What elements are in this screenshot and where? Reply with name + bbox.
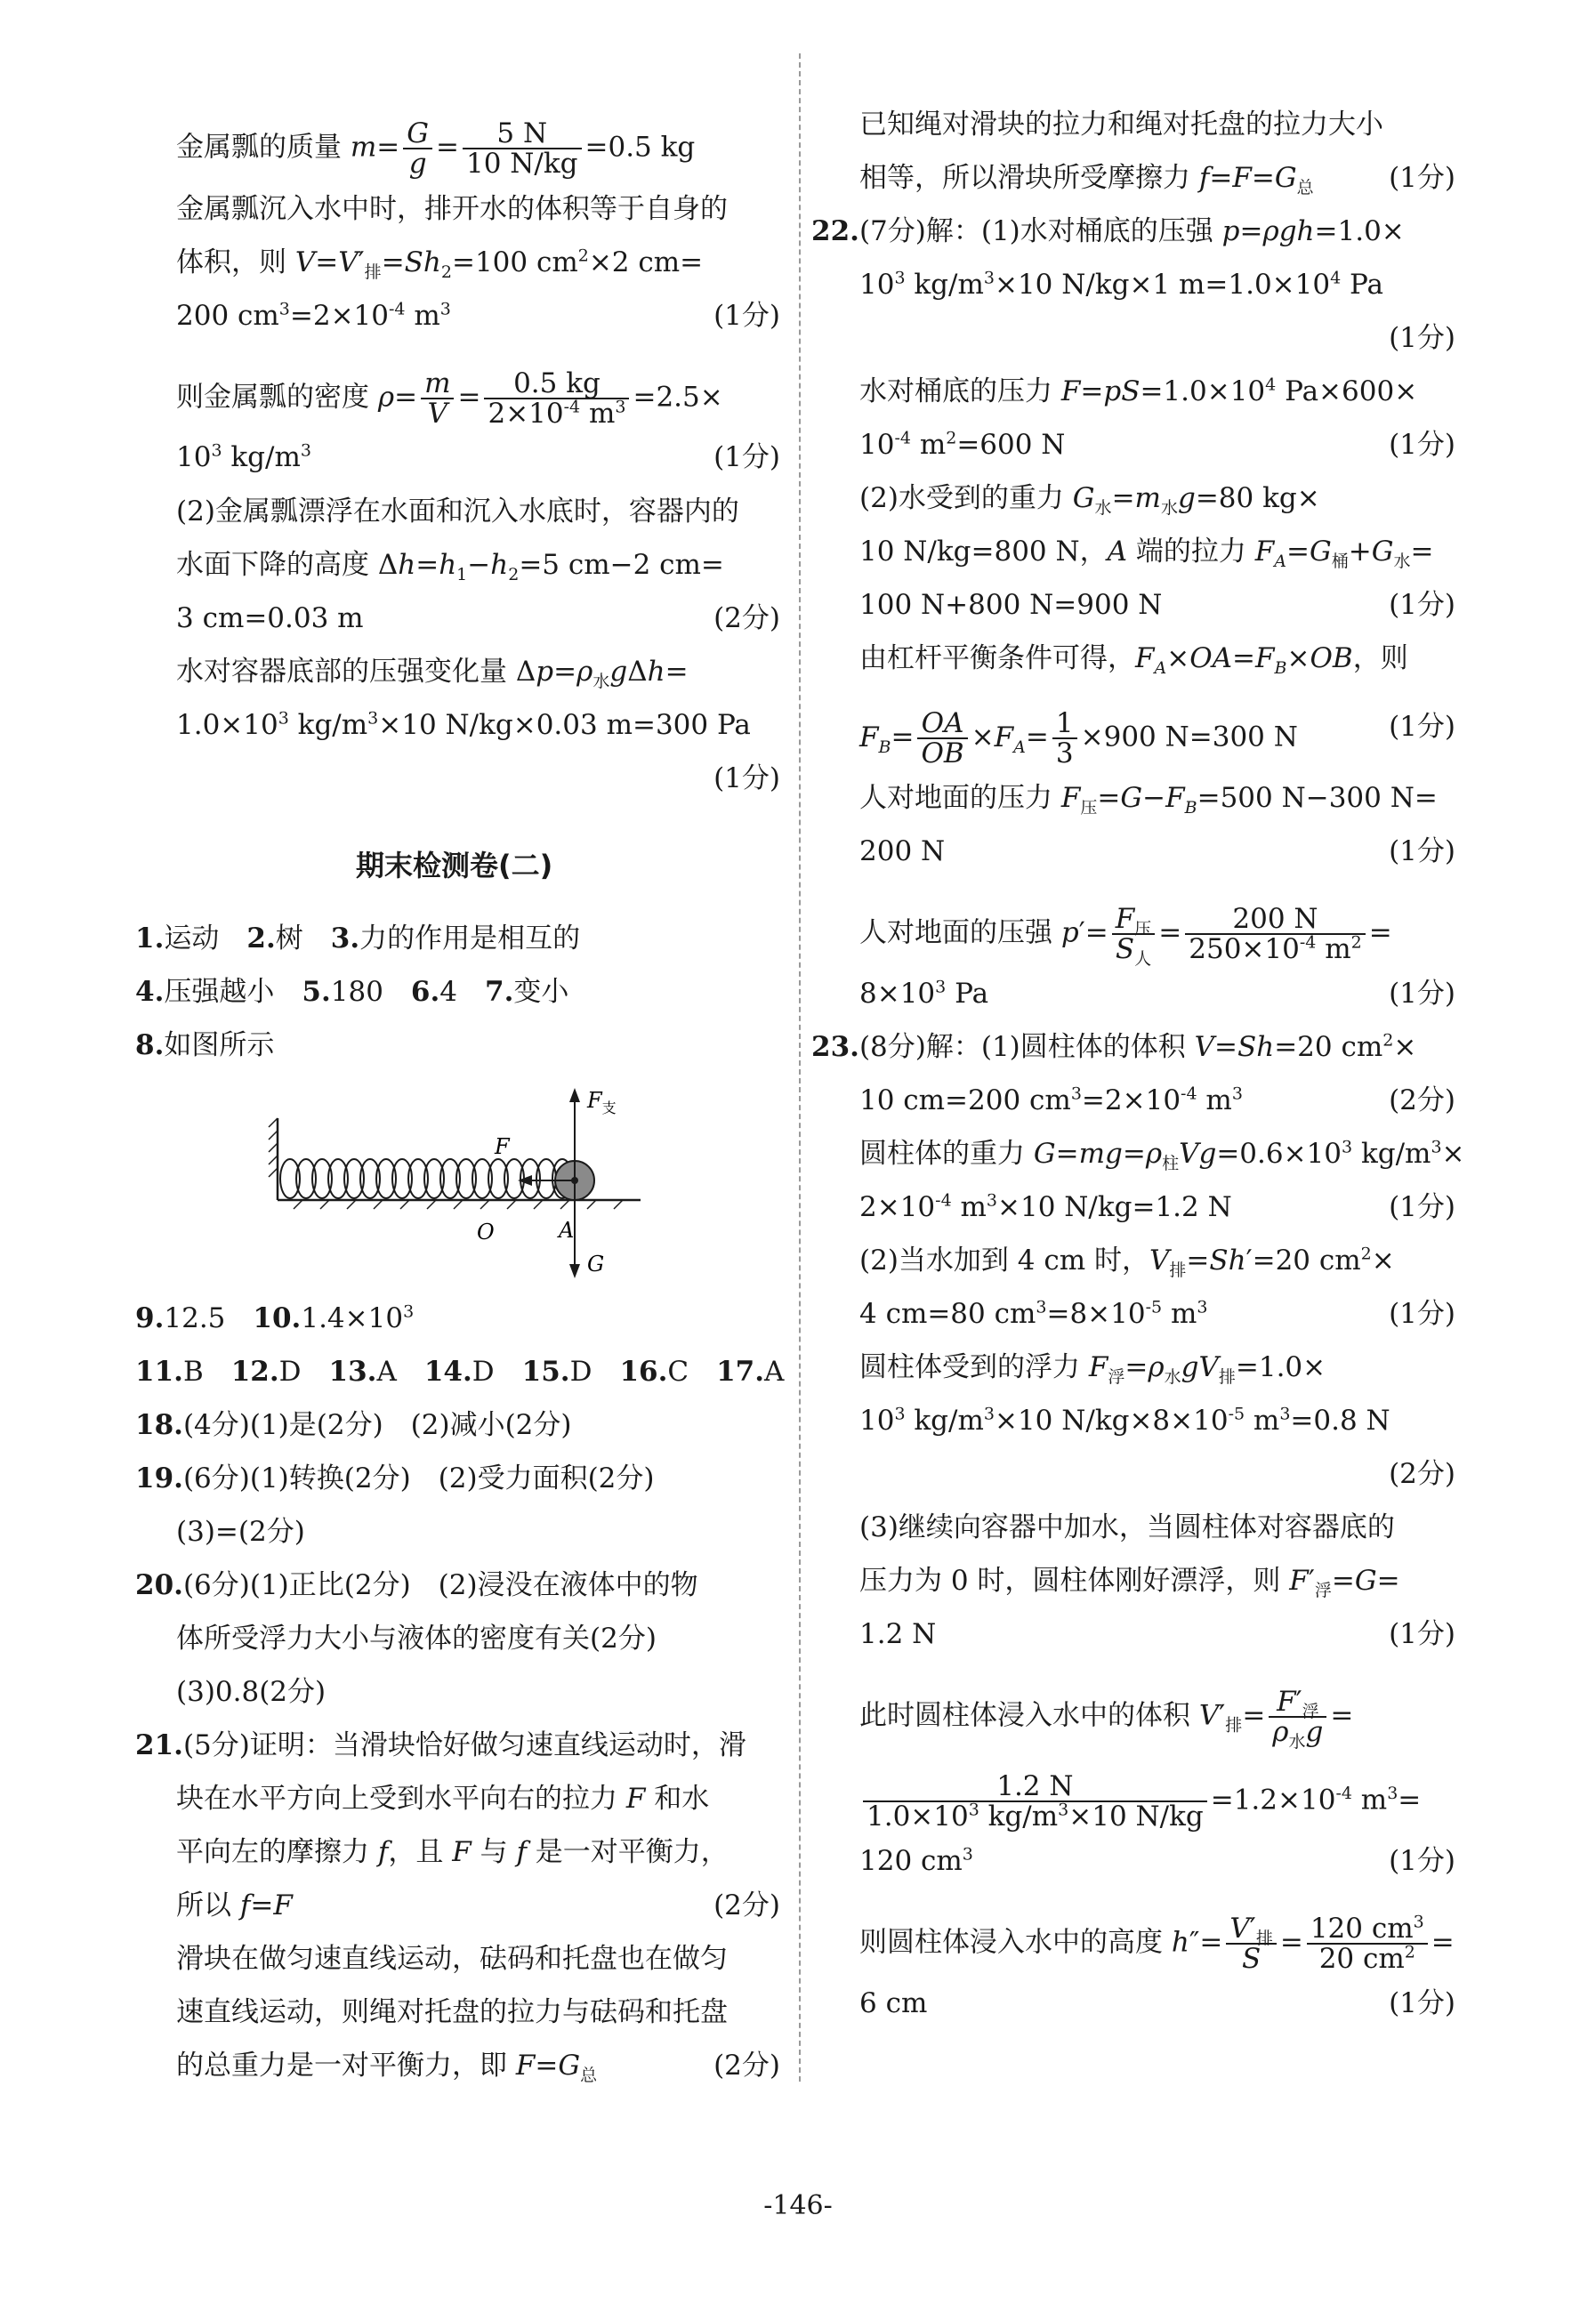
right-line-7: (2)水受到的重力 $G_水=m_水g=80$ kg× (859, 482, 1320, 519)
fraction: $\frac{V'_排}{S}$ (1226, 1914, 1276, 1973)
label-f: F (495, 1134, 510, 1159)
fraction: $\frac{0.5 kg}{2\times 10^{-4} m^3}$ (484, 369, 629, 428)
right-line-16: 23.(8分)解：(1)圆柱体的体积 V=Sh=20 $cm^2\times$ (811, 1030, 1417, 1063)
wall (269, 1118, 278, 1200)
score-mark: (1分) (713, 300, 780, 332)
score-mark: (1分) (1389, 1987, 1455, 2019)
answer-row-21b: 块在水平方向上受到水平向右的拉力 F 和水 (176, 1783, 710, 1815)
answer-row-21c: 平向左的摩擦力 f，且 F 与 f 是一对平衡力， (176, 1836, 729, 1868)
score-mark: (1分) (1389, 711, 1455, 743)
score-mark: (1分) (1389, 1191, 1455, 1223)
left-line-6: $10^3$ $kg/m^3$ (176, 440, 311, 473)
label-g: G (587, 1252, 605, 1277)
right-line-17: 10 cm=200 $cm^3=2\times 10^{-4}$ $m^3$ (859, 1083, 1243, 1116)
fraction: $\frac{G}{g}$ (403, 119, 432, 178)
answer-row-9-10: 9.12.5 $10.1.4\times 10^3$ (135, 1301, 415, 1334)
score-mark: (2分) (1389, 1458, 1455, 1490)
right-line-6: $10^{-4}$ $m^2=600$ N (859, 428, 1066, 461)
fraction: $\frac{OA}{OB}$ (917, 709, 967, 768)
fraction: $\frac{F'_浮}{\rho_水g}$ (1269, 1688, 1326, 1746)
score-mark: (1分) (1389, 162, 1455, 194)
left-line-3: 体积，则 $V=V'_排=Sh_2=100$ $cm^2\times 2$ cm= (176, 246, 704, 283)
score-mark: (1分) (1389, 1845, 1455, 1877)
right-line-22: 圆柱体受到的浮力 $F_浮=\rho_水gV_排=1.0\times$ (859, 1351, 1326, 1388)
fraction: $\frac{5 N}{10 N/kg}$ (463, 119, 582, 178)
right-line-2: 相等，所以滑块所受摩擦力 $f=F=G_总$ (859, 162, 1314, 198)
score-mark: (1分) (1389, 978, 1455, 1010)
right-line-27: 此时圆柱体浸入水中的体积 $V'_排=$ $\frac{F'_浮}{\rho_水g}$ = (859, 1686, 1354, 1752)
right-line-9: 100 N+800 N=900 N (859, 589, 1163, 621)
right-line-10: 由杠杆平衡条件可得，$F_A\times OA=F_B\times OB$，则 (859, 642, 1408, 679)
right-line-24: (3)继续向容器中加水，当圆柱体对容器底的 (859, 1511, 1395, 1543)
score-mark: (2分) (713, 1889, 780, 1921)
right-line-23: $10^3$ $kg/m^3\times 10$ $N/kg\times 8\times 10^{-5}$ $m^3=0.8$ N (859, 1404, 1390, 1437)
section-title: 期末检测卷(二) (356, 849, 553, 882)
score-mark: (1分) (1389, 429, 1455, 461)
answer-row-20c: (3)0.8(2分) (176, 1676, 326, 1708)
right-line-25: 压力为 0 时，圆柱体刚好漂浮，则 $F'_浮=G=$ (859, 1565, 1400, 1601)
column-divider (799, 53, 801, 2082)
right-line-31: 6 cm (859, 1987, 928, 2019)
score-mark: (2分) (1389, 1084, 1455, 1116)
left-line-1: 金属瓢的质量 m= $\frac{G}{g}$ = $\frac{5 N}{10 N/kg}$ =0.5 kg (176, 117, 696, 180)
score-mark: (2分) (713, 602, 780, 634)
answer-row-1-7: 1.运动 2.树 3.力的作用是相互的 (135, 922, 581, 955)
fraction: $\frac{1.2 N}{1.0\times 10^3 kg/m^3\times 10 N/kg}$ (863, 1772, 1207, 1831)
left-line-8: 水面下降的高度 $\Delta h=h_1-h_2=5$ cm−2 cm= (176, 549, 724, 585)
answer-row-20b: 体所受浮力大小与液体的密度有关(2分) (176, 1623, 657, 1655)
left-line-9: 3 cm=0.03 m (176, 602, 364, 634)
answer-row-19b: (3)=(2分) (176, 1516, 305, 1548)
score-mark: (1分) (1389, 1618, 1455, 1650)
fraction: $\frac{F_压}{S_人}$ (1112, 905, 1156, 963)
right-line-29: 120 $cm^3$ (859, 1844, 973, 1877)
answer-row-21e: 滑块在做匀速直线运动，砝码和托盘也在做匀 (176, 1943, 728, 1975)
fraction: $\frac{m}{V}$ (421, 369, 454, 428)
right-line-30: 则圆柱体浸入水中的高度 h″= $\frac{V'_排}{S}$ = $\frac{120 cm^3}{20 cm^2}$ = (859, 1912, 1455, 1975)
fraction: $\frac{200 N}{250\times 10^{-4} m^2}$ (1185, 905, 1365, 963)
score-mark: (1分) (1389, 1298, 1455, 1330)
score-mark: (1分) (1389, 589, 1455, 621)
answer-row-21d: 所以 f=F (176, 1889, 293, 1921)
left-line-4: 200 $cm^3=2\times 10^{-4}$ $m^3$ (176, 299, 451, 332)
right-line-11: $F_B=$ $\frac{OA}{OB}$ $\times F_A=$ $\frac{1}{3}$ ×900 N=300 N (859, 707, 1298, 769)
answer-row-21g: 的总重力是一对平衡力，即 $F=G_总$ (176, 2050, 598, 2086)
right-line-8: 10 N/kg=800 N，A 端的拉力 $F_A=G_桶+G_水=$ (859, 536, 1434, 572)
page-number: -146- (763, 2190, 833, 2221)
left-line-10: 水对容器底部的压强变化量 $\Delta p=\rho_水g\Delta h=$ (176, 656, 689, 692)
right-line-26: 1.2 N (859, 1618, 937, 1650)
left-line-11: $1.0\times 10^3$ $kg/m^3\times 10$ N/kg×0.03 m=300 Pa (176, 708, 751, 741)
label-o: O (477, 1220, 495, 1245)
spring-force-diagram (267, 1081, 658, 1285)
fraction: $\frac{120 cm^3}{20 cm^2}$ (1307, 1914, 1428, 1973)
answer-row-18: 18.(4分)(1)是(2分) (2)减小(2分) (135, 1409, 572, 1441)
right-line-14: 人对地面的压强 p′= $\frac{F_压}{S_人}$ = $\frac{200 N}{250\times 10^{-4} m^2}$ = (859, 903, 1392, 970)
ground (278, 1200, 641, 1209)
right-line-3: 22.(7分)解：(1)水对桶底的压强 p=ρgh=1.0× (811, 215, 1405, 247)
right-line-28: $\frac{1.2 N}{1.0\times 10^3 kg/m^3\times 10 N/kg}$ $=1.2\times 10^{-4}$ $m^3=$ (859, 1772, 1421, 1831)
left-line-2: 金属瓢沉入水中时，排开水的体积等于自身的 (176, 193, 728, 225)
right-line-5: 水对桶底的压力 $F=pS=1.0\times 10^4$ Pa×600× (859, 375, 1418, 407)
right-line-15: $8\times 10^3$ Pa (859, 977, 989, 1010)
right-line-21: 4 cm=80 $cm^3=8\times 10^{-5}$ $m^3$ (859, 1297, 1208, 1330)
label-f-support: $F_支$ (587, 1088, 617, 1116)
answer-row-20: 20.(6分)(1)正比(2分) (2)浸没在液体中的物 (135, 1569, 698, 1601)
right-line-12: 人对地面的压力 $F_压=G-F_B=500$ N−300 N= (859, 782, 1438, 818)
score-mark: (1分) (1389, 835, 1455, 867)
answer-row-21f: 速直线运动，则绳对托盘的拉力与砝码和托盘 (176, 1996, 728, 2028)
answer-row-21: 21.(5分)证明：当滑块恰好做匀速直线运动时，滑 (135, 1729, 746, 1761)
right-line-20: (2)当水加到 4 cm 时，$V_排=Sh'=20$ $cm^2\times$ (859, 1244, 1395, 1281)
answer-row-4-7: 4.压强越小 5.180 6.4 7.变小 (135, 976, 569, 1008)
score-mark: (1分) (713, 762, 780, 794)
score-mark: (1分) (713, 441, 780, 473)
answer-row-8: 8.如图所示 (135, 1029, 275, 1061)
answer-row-11-17: 11.B 12.D 13.A 14.D 15.D 16.C 17.A (135, 1356, 785, 1388)
left-line-5: 则金属瓢的密度 ρ= $\frac{m}{V}$ = $\frac{0.5 kg}{2\times 10^{-4} m^3}$ =2.5× (176, 367, 723, 430)
right-line-13: 200 N (859, 835, 946, 867)
right-line-4: $10^3$ $kg/m^3\times 10$ N/kg×1 $m=1.0\times 10^4$ Pa (859, 268, 1383, 301)
fraction: $\frac{1}{3}$ (1052, 709, 1077, 768)
right-line-18: 圆柱体的重力 $G=mg=\rho_柱Vg=0.6\times 10^3$ $kg/m^3\times$ (859, 1137, 1465, 1174)
score-mark: (1分) (1389, 322, 1455, 354)
left-line-7: (2)金属瓢漂浮在水面和沉入水底时，容器内的 (176, 495, 739, 528)
answer-row-19: 19.(6分)(1)转换(2分) (2)受力面积(2分) (135, 1462, 655, 1494)
right-line-1: 已知绳对滑块的拉力和绳对托盘的拉力大小 (859, 109, 1383, 141)
label-a: A (559, 1218, 575, 1243)
score-mark: (2分) (713, 2050, 780, 2082)
right-line-19: $2\times 10^{-4}$ $m^3\times 10$ N/kg=1.2 N (859, 1190, 1232, 1223)
